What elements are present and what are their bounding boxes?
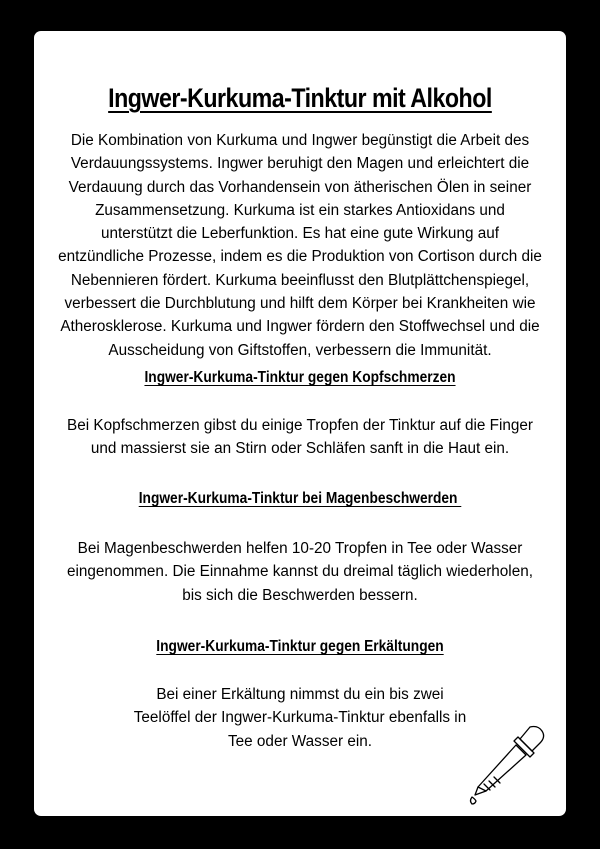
section-heading-stomach: Ingwer-Kurkuma-Tinktur bei Magenbeschwerden (138, 490, 462, 507)
dropper-icon (464, 721, 548, 805)
intro-line: Nebennieren fördert. Kurkuma beeinflusst den Blutplättchenspiegel, (70, 271, 530, 289)
intro-line: Atherosklerose. Kurkuma und Ingwer fördern den Stoffwechsel und die (60, 318, 540, 336)
section-line: eingenommen. Die Einnahme kannst du dreimal täglich wiederholen, (67, 563, 533, 581)
intro-line: Zusammensetzung. Kurkuma ist ein starkes Antioxidans und (95, 201, 505, 219)
section-line: Bei einer Erkältung nimmst du ein bis zwei (156, 686, 444, 703)
intro-line: Verdauungssystems. Ingwer beruhigt den Magen und erleichtert die (70, 155, 530, 173)
intro-line: Verdauung durch das Vorhandensein von ätherischen Ölen in seiner (68, 178, 532, 196)
intro-line: Ausscheidung von Giftstoffen, verbessern die Immunität. (108, 341, 492, 359)
section-line: Bei Kopfschmerzen gibst du einige Tropfen der Tinktur auf die Finger (67, 417, 533, 434)
section-line: Teelöffel der Ingwer-Kurkuma-Tinktur ebenfalls in (133, 709, 467, 727)
section-heading-cold: Ingwer-Kurkuma-Tinktur gegen Erkältungen (156, 638, 444, 655)
section-line: bis sich die Beschwerden bessern. (182, 586, 418, 604)
document-page (34, 31, 566, 816)
section-line: Tee oder Wasser ein. (228, 732, 372, 750)
intro-line: Die Kombination von Kurkuma und Ingwer begünstigt die Arbeit des (70, 132, 530, 149)
intro-line: verbessert die Durchblutung und hilft dem Körper bei Krankheiten wie (64, 295, 536, 313)
section-heading-headache: Ingwer-Kurkuma-Tinktur gegen Kopfschmerzen (144, 369, 456, 386)
document-title: Ingwer-Kurkuma-Tinktur mit Alkohol (108, 83, 492, 113)
section-line: Bei Magenbeschwerden helfen 10-20 Tropfen in Tee oder Wasser (77, 540, 523, 557)
intro-paragraph (34, 129, 566, 362)
section-line: und massierst sie an Stirn oder Schläfen sanft in die Haut ein. (90, 440, 510, 458)
section-text-headache (34, 414, 566, 461)
intro-line: unterstützt die Leberfunktion. Es hat eine gute Wirkung auf (101, 225, 499, 243)
intro-line: entzündliche Prozesse, indem es die Produktion von Cortison durch die (58, 248, 542, 266)
section-text-stomach (34, 537, 566, 607)
